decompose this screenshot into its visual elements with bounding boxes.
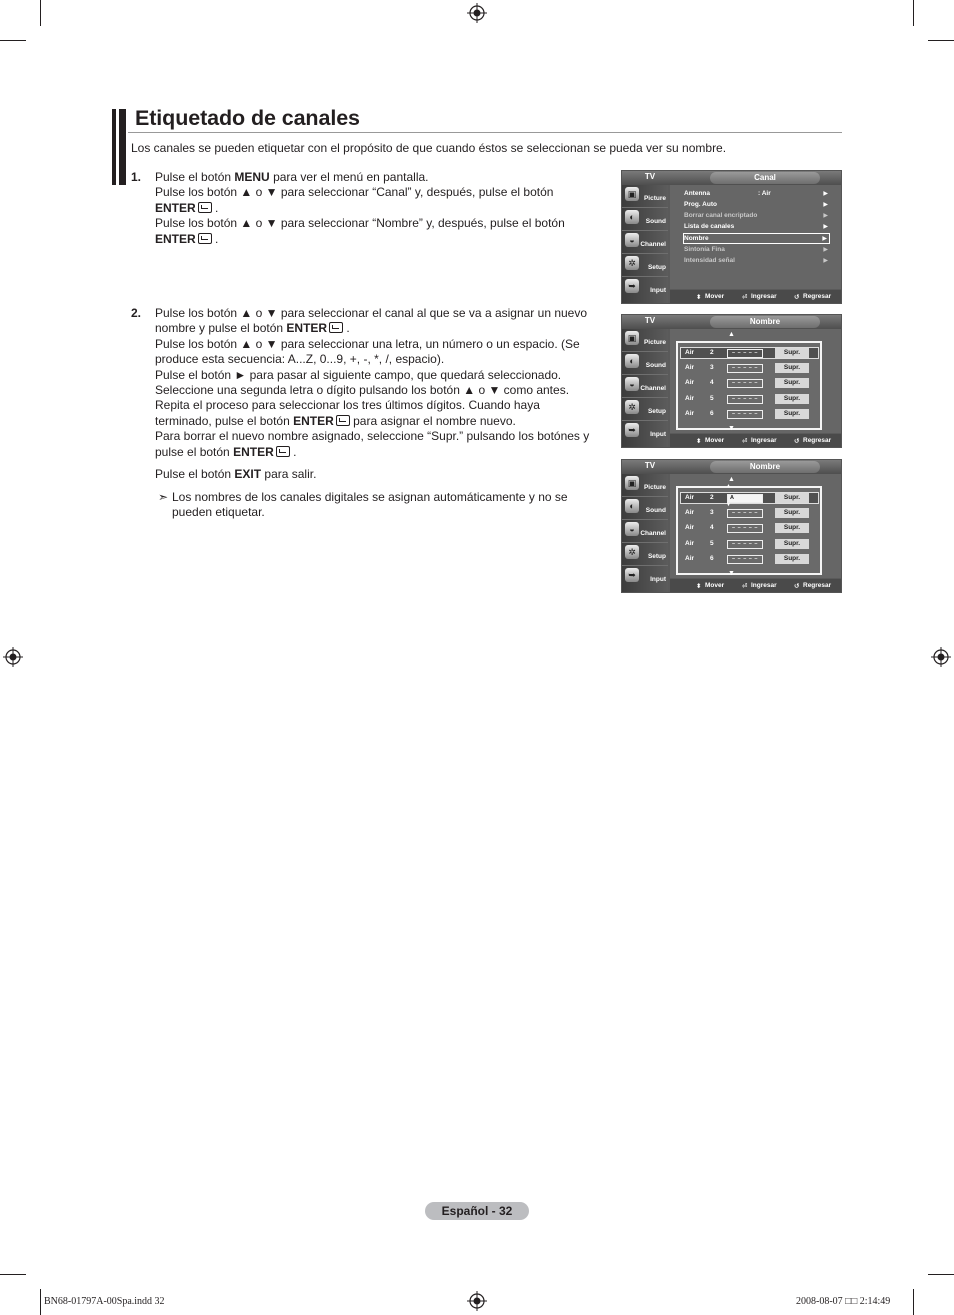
enter-icon <box>198 202 212 213</box>
osd-menu-row-selected: Nombre ▶ <box>683 233 830 244</box>
delete-button: Supr. <box>775 523 809 533</box>
menu-keyword: MENU <box>234 170 270 184</box>
osd-sidebar-picture: ▣ Picture <box>622 329 668 352</box>
note-text: Los nombres de los canales digitales se asignan automáticamente y no se pueden etiquetar. <box>172 490 568 520</box>
channel-name-list <box>676 341 822 430</box>
channel-name-row: Air 6 – – – – – Supr. <box>681 409 818 419</box>
osd-sidebar-input: ➥ Input <box>622 421 668 443</box>
file-slug: BN68-01797A-00Spa.indd 32 <box>44 1296 165 1307</box>
crop-mark <box>928 1274 954 1275</box>
step-number: 1. <box>131 170 142 184</box>
return-icon: ↺ <box>794 294 800 301</box>
osd-sidebar-channel: ◒ Channel <box>622 231 668 254</box>
arrow-right-icon: ▶ <box>823 191 828 197</box>
osd-sidebar <box>622 329 668 447</box>
channel-name-row: Air 6 – – – – – Supr. <box>681 554 818 564</box>
picture-icon: ▣ <box>625 187 639 201</box>
osd-menu-row: Prog. Auto ▶ <box>684 201 828 208</box>
osd-sidebar-input: ➥ Input <box>622 277 668 299</box>
enter-icon <box>198 233 212 244</box>
return-icon: ↺ <box>794 583 800 590</box>
osd-sidebar-channel: ◒ Channel <box>622 520 668 543</box>
letter-down-icon: ▼ <box>726 502 731 508</box>
arrow-right-icon: ▶ <box>822 236 827 242</box>
arrow-up-icon: ▲ <box>728 476 735 483</box>
title-bar-decoration <box>112 109 127 185</box>
input-icon: ➥ <box>625 568 639 582</box>
osd-menu-row: Antenna : Air ▶ <box>684 190 828 197</box>
osd-sidebar-setup: ✲ Setup <box>622 254 668 277</box>
crop-mark <box>0 40 26 41</box>
arrow-down-icon: ▼ <box>728 425 735 432</box>
osd-screen-nombre <box>621 314 842 448</box>
gear-icon: ✲ <box>625 400 639 414</box>
osd-tv-label: TV <box>644 461 656 470</box>
picture-icon: ▣ <box>625 476 639 490</box>
crop-mark <box>40 1289 41 1315</box>
registration-mark-icon <box>3 647 23 667</box>
osd-tab-title: Nombre <box>710 316 820 328</box>
osd-menu-row: Intensidad señal ▶ <box>684 257 828 264</box>
osd-sidebar <box>622 474 668 592</box>
input-icon: ➥ <box>625 423 639 437</box>
osd-main <box>670 329 841 433</box>
exit-keyword: EXIT <box>234 467 262 482</box>
channel-name-row: Air 5 – – – – – Supr. <box>681 394 818 404</box>
osd-screen-nombre-editing <box>621 459 842 593</box>
step-number: 2. <box>131 306 142 320</box>
osd-menu-row: Borrar canal encriptado ▶ <box>684 212 828 219</box>
channel-name-row: Air 3 – – – – – Supr. <box>681 363 818 373</box>
enter-keyword: ENTER <box>155 200 196 215</box>
channel-icon: ◒ <box>625 522 639 536</box>
sound-icon: ◐ <box>625 210 639 224</box>
sound-icon: ◐ <box>625 354 639 368</box>
channel-name-list <box>676 483 822 575</box>
return-icon: ↺ <box>794 438 800 445</box>
osd-sidebar-sound: ◐ Sound <box>622 208 668 231</box>
osd-sidebar-input: ➥ Input <box>622 566 668 588</box>
channel-name-row: Air 5 – – – – – Supr. <box>681 539 818 549</box>
osd-footer: ⬍ Mover ⏎ Ingresar ↺ Regresar <box>670 290 841 303</box>
enter-icon: ⏎ <box>742 438 748 445</box>
osd-sidebar-picture: ▣ Picture <box>622 474 668 497</box>
osd-sidebar-sound: ◐ Sound <box>622 497 668 520</box>
gear-icon: ✲ <box>625 545 639 559</box>
enter-keyword: ENTER <box>293 413 334 428</box>
input-icon: ➥ <box>625 279 639 293</box>
crop-mark <box>928 40 954 41</box>
osd-screen-canal <box>621 170 842 304</box>
enter-icon <box>336 415 350 426</box>
osd-sidebar-picture: ▣ Picture <box>622 185 668 208</box>
channel-name-row-editing: Air 2 A Supr. <box>681 493 818 503</box>
enter-icon <box>276 446 290 457</box>
enter-keyword: ENTER <box>286 321 328 336</box>
channel-name-row: Air 4 – – – – – Supr. <box>681 378 818 388</box>
osd-menu-row: Lista de canales ▶ <box>684 223 828 230</box>
osd-sidebar-setup: ✲ Setup <box>622 543 668 566</box>
osd-tv-label: TV <box>644 316 656 325</box>
page-title: Etiquetado de canales <box>135 106 360 130</box>
channel-icon: ◒ <box>625 233 639 247</box>
osd-footer: ⬍ Mover ⏎ Ingresar ↺ Regresar <box>670 434 841 447</box>
osd-tab-title: Nombre <box>710 461 820 473</box>
osd-menu-row: Sintonía Fina ▶ <box>684 246 828 253</box>
crop-mark <box>913 1289 914 1315</box>
osd-sidebar-setup: ✲ Setup <box>622 398 668 421</box>
osd-sidebar-channel: ◒ Channel <box>622 375 668 398</box>
crop-mark <box>0 1274 26 1275</box>
enter-icon: ⏎ <box>742 583 748 590</box>
enter-icon: ⏎ <box>742 294 748 301</box>
title-rule <box>128 132 842 133</box>
move-icon: ⬍ <box>696 438 702 445</box>
osd-main <box>670 185 841 289</box>
arrow-right-icon: ▶ <box>823 224 828 230</box>
delete-button: Supr. <box>775 348 809 358</box>
channel-name-row: Air 4 – – – – – Supr. <box>681 523 818 533</box>
delete-button: Supr. <box>775 378 809 388</box>
enter-keyword: ENTER <box>233 444 274 459</box>
intro-text: Los canales se pueden etiquetar con el propósito de que cuando éstos se seleccionan se pueda ver su nombre. <box>131 141 727 155</box>
arrow-right-icon: ▶ <box>823 247 828 253</box>
delete-button: Supr. <box>775 493 809 503</box>
enter-icon <box>329 322 343 333</box>
delete-button: Supr. <box>775 508 809 518</box>
delete-button: Supr. <box>775 394 809 404</box>
picture-icon: ▣ <box>625 331 639 345</box>
registration-mark-icon <box>931 647 951 667</box>
letter-cursor: A <box>727 494 763 503</box>
note-arrow-icon: ➣ <box>158 490 169 504</box>
osd-sidebar <box>622 185 668 303</box>
osd-sidebar-sound: ◐ Sound <box>622 352 668 375</box>
arrow-right-icon: ▶ <box>823 202 828 208</box>
move-icon: ⬍ <box>696 294 702 301</box>
osd-main <box>670 474 841 578</box>
delete-button: Supr. <box>775 409 809 419</box>
move-icon: ⬍ <box>696 583 702 590</box>
osd-footer: ⬍ Mover ⏎ Ingresar ↺ Regresar <box>670 579 841 592</box>
delete-button: Supr. <box>775 539 809 549</box>
page-number-badge: Español - 32 <box>425 1202 529 1220</box>
registration-mark-icon <box>467 1291 487 1311</box>
arrow-right-icon: ▶ <box>823 258 828 264</box>
crop-mark <box>913 0 914 26</box>
arrow-right-icon: ▶ <box>823 213 828 219</box>
arrow-down-icon: ▼ <box>728 570 735 577</box>
sound-icon: ◐ <box>625 499 639 513</box>
registration-mark-icon <box>467 3 487 23</box>
delete-button: Supr. <box>775 363 809 373</box>
delete-button: Supr. <box>775 554 809 564</box>
channel-name-row: Air 3 – – – – – Supr. <box>681 508 818 518</box>
arrow-up-icon: ▲ <box>728 331 735 338</box>
channel-icon: ◒ <box>625 377 639 391</box>
channel-name-row-selected: Air 2 – – – – – Supr. <box>681 348 818 358</box>
enter-keyword: ENTER <box>155 231 196 246</box>
timestamp-slug: 2008-08-07 □□ 2:14:49 <box>796 1296 891 1307</box>
crop-mark <box>40 0 41 26</box>
osd-tab-title: Canal <box>710 172 820 184</box>
gear-icon: ✲ <box>625 256 639 270</box>
osd-tv-label: TV <box>644 172 656 181</box>
letter-up-icon: ▲ <box>726 483 731 489</box>
